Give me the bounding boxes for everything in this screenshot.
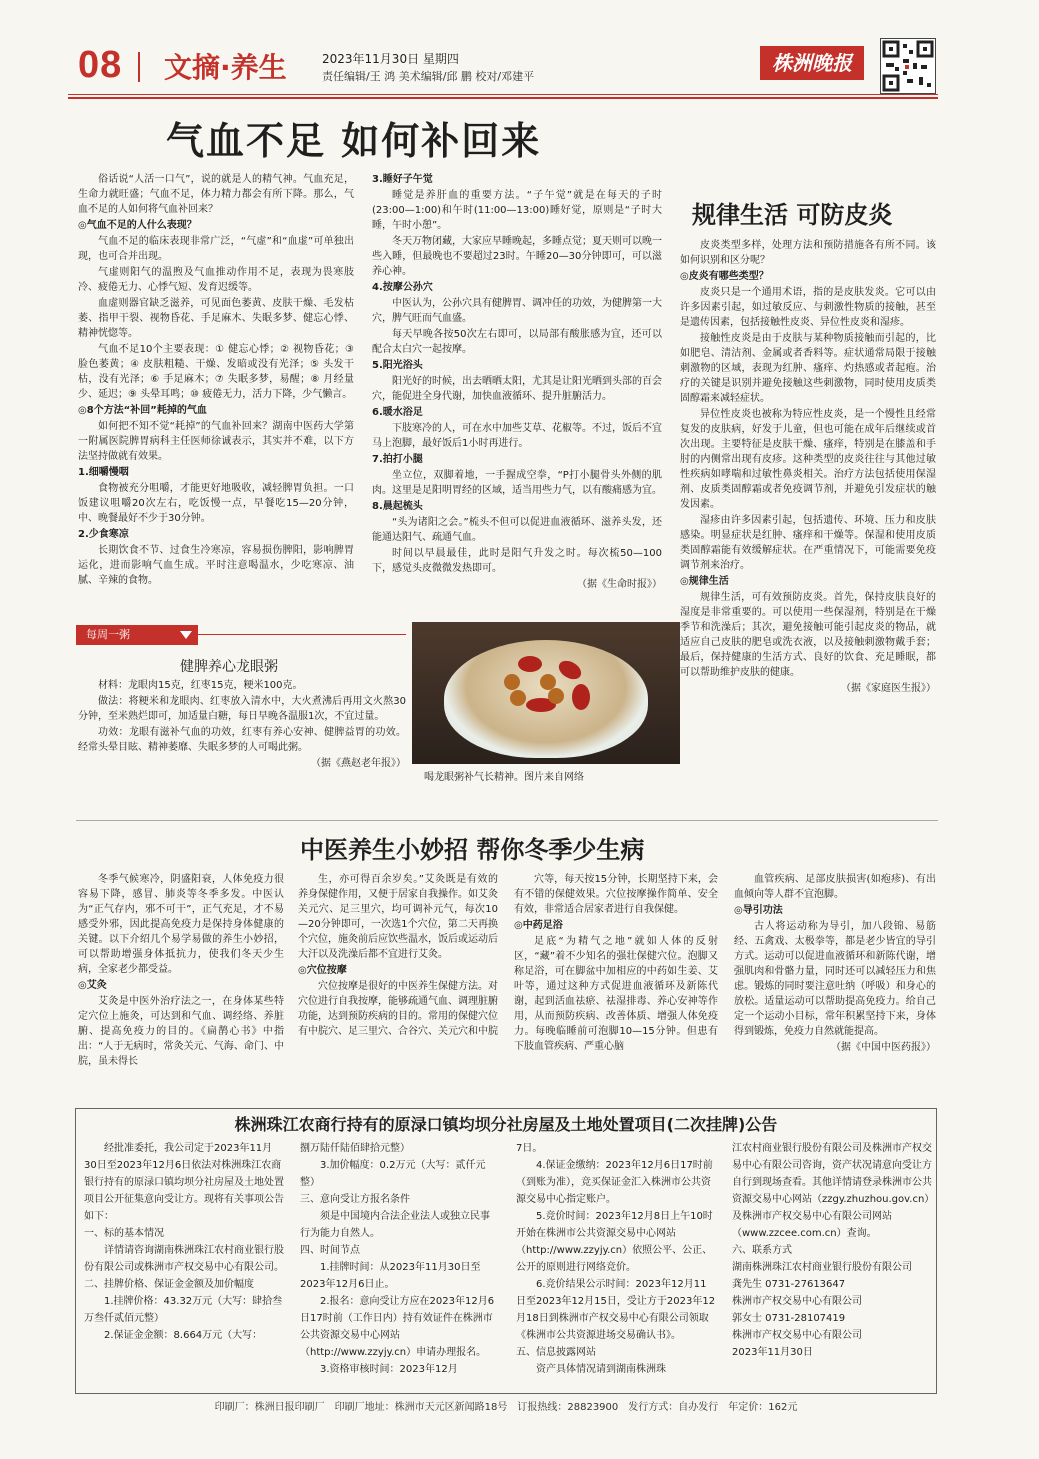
notice-paragraph: 3.资格审核时间：2023年12月 [320, 1364, 458, 1375]
header-divider [138, 52, 140, 82]
notice-paragraph: 二、挂牌价格、保证金金额及加价幅度 [84, 1279, 254, 1290]
notice-paragraph: 须是中国境内合法企业法人或独立民事行为能力自然人。 [300, 1211, 490, 1239]
article-title-dermatitis: 规律生活 可防皮炎 [692, 200, 893, 229]
paragraph: 规律生活，可有效预防皮炎。首先，保持皮肤良好的湿度是非常重要的。可以使用一些保湿剂，特别是在干燥季节和洗澡后；其次，避免接触可能引起皮炎的物品，就适应自己皮肤的肥皂或洗衣液，以及接触刺激物戴手套；最后，保持健康的生活方式、良好的饮食、充足睡眠，都可以帮助维护皮肤的健康。 [680, 592, 936, 678]
notice-paragraph: 湖南株洲珠江农村商业银行股份有限公司 [732, 1262, 912, 1273]
subheading: 7.拍打小腿 [372, 454, 423, 465]
notice-col3 [516, 1140, 716, 1378]
article-winter-col3 [514, 872, 718, 1055]
paragraph: 冬季气候寒冷，阴盛阳衰，人体免疫力很容易下降，感冒、肺炎等冬季多发。中医认为“正气存内，邪不可干”，正气充足，才不易感受外邪，因此提高免疫力是保持身体健康的关键。以下介绍几个易学易做的养生小妙招，可以帮助增强身体抵抗力，使我们冬天少生病，全家老少都受益。 [78, 874, 284, 975]
notice-col1 [84, 1140, 284, 1344]
porridge-photo [412, 622, 680, 764]
paragraph: 皮炎类型多样，处理方法和预防措施各有所不同。该如何识别和区分呢？ [680, 240, 936, 266]
notice-paragraph: 3.加价幅度：0.2万元（大写：贰仟元整） [300, 1160, 486, 1188]
subheading: 6.暖水浴足 [372, 407, 423, 418]
paragraph: 艾灸是中医外治疗法之一，在身体某些特定穴位上施灸，可达到和气血、调经络、养脏腑、提高免疫力的目的。《扁鹊心书》中指出：“人于无病时，常灸关元、气海、命门、中脘，虽未得长 [78, 996, 284, 1067]
subheading: 4.按摩公孙穴 [372, 282, 433, 293]
paragraph: 穴位按摩是很好的中医养生保健方法。对穴位进行自我按摩，能够疏通气血、调理脏腑功能，达到预防疾病的目的。常用的保健穴位有中脘穴、足三里穴、合谷穴、关元穴和中脘 [298, 981, 498, 1037]
paragraph: 穴等，每天按15分钟，长期坚持下来，会有不错的保健效果。穴位按摩操作简单、安全有效，非常适合居家者进行自我保健。 [514, 874, 718, 915]
header-rule-thick [68, 97, 938, 99]
paragraph: 血管疾病、足部皮肤损害(如疱疹)、有出血倾向等人群不宜泡脚。 [734, 874, 936, 900]
notice-paragraph: 7日。 [516, 1143, 543, 1154]
notice-paragraph: 株洲市产权交易中心有限公司 [732, 1296, 862, 1307]
paragraph: 阳光好的时候，出去晒晒太阳，尤其是让阳光晒到头部的百会穴，能促进全身代谢，加快血液循环、提升脏腑活力。 [372, 376, 662, 402]
recipe-paragraph: 材料：龙眼肉15克，红枣15克，粳米100克。 [98, 680, 303, 691]
notice-paragraph: 株洲市产权交易中心有限公司 [732, 1330, 862, 1341]
paragraph: 睡觉是养肝血的重要方法。“子午觉”就是在每天的子时(23:00—1:00)和午时(11:00—13:00)睡好觉，原则是“子时大睡，午时小憩”。 [372, 190, 662, 231]
article-dermatitis-body [680, 238, 936, 697]
paragraph: 气虚则阳气的温煦及气血推动作用不足，表现为畏寒肢冷、疲倦无力、心悸气短、发育迟缓等。 [78, 267, 354, 293]
notice-paragraph: 2.报名：意向受让方应在2023年12月6日17时前（工作日内）持有效证件在株洲市公共资源交易中心网站（http://www.zzyjy.cn）申请办理报名。 [300, 1296, 495, 1358]
notice-paragraph: 经批准委托，我公司定于2023年11月30日至2023年12月6日依法对株洲珠江农商银行持有的原渌口镇均坝分社房屋及土地处置项目公开征集意向受让方。现将有关事项公告如下： [84, 1143, 284, 1222]
notice-col4 [732, 1140, 932, 1361]
issue-date: 2023年11月30日 星期四 [322, 52, 459, 66]
paragraph: 冬天万物闭藏，大家应早睡晚起，多睡点觉；夏天则可以晚一些入睡，但最晚也不要超过23时。午睡20—30分钟即可，可以滋养心神。 [372, 236, 662, 277]
notice-paragraph: 郭女士 0731-28107419 [732, 1313, 846, 1324]
paragraph: 如何把不知不觉“耗掉”的气血补回来？湖南中医药大学第一附属医院脾胃病科主任医师徐诚表示，其实并不难，以下方法坚持做就有效果。 [78, 421, 354, 462]
paragraph: 足底“为精气之地”就如人体的反射区，“藏”着不少知名的强壮保健穴位。泡脚又称足浴，可在脚盆中加相应的中药如生姜、艾叶等，通过这种方式促进血液循环及新陈代谢，起到活血祛瘀、祛湿排毒、养心安神等作用，从而预防疾病、改善体质、增强人体免疫力。每晚临睡前可泡脚10—15分钟。但患有下肢血管疾病、严重心脑 [514, 936, 718, 1052]
subheading: 1.细嚼慢咽 [78, 467, 129, 478]
source-credit: （据《燕赵老年报》） [311, 758, 406, 769]
paragraph: 长期饮食不节、过食生冷寒凉，容易损伤脾阳，影响脾胃运化，进而影响气血生成。平时注意喝温水，少吃寒凉、油腻、辛辣的食物。 [78, 545, 354, 586]
notice-paragraph: 捌万陆仟陆佰肆拾元整） [300, 1143, 410, 1154]
subheading: ◎规律生活 [680, 576, 729, 587]
header-rule [68, 94, 938, 95]
notice-paragraph: 5.竞价时间：2023年12月8日上午10时开始在株洲市公共资源交易中心网站（http://www.zzyjy.cn）依照公平、公正、公开的原则进行网络竞价。 [516, 1211, 713, 1273]
editors-credit: 责任编辑/王 鸿 美术编辑/邱 鹏 校对/邓建平 [322, 70, 535, 83]
paragraph: 异位性皮炎也被称为特应性皮炎，是一个慢性且经常复发的皮肤病，好发于儿童，但也可能在成年后继续或首次出现。主要特征是皮肤干燥、瘙痒，特别是在膝盖和手肘的内侧常出现有皮疹。这种类型的皮炎往往与其他过敏性疾病如哮喘和过敏性鼻炎相关。治疗方法包括使用保湿剂、皮质类固醇霜或者免疫调节剂，并避免引发症状的触发因素。 [680, 409, 936, 510]
print-info-footer: 印刷厂：株洲日报印刷厂 印刷厂地址：株洲市天元区新闻路18号 订报热线：28823900 发行方式：自办发行 年定价：162元 [214, 1402, 798, 1413]
article-qixue-col2 [372, 172, 662, 593]
weekly-rule [198, 634, 406, 635]
subheading: ◎导引功法 [734, 905, 783, 916]
notice-paragraph: 2023年11月30日 [732, 1347, 813, 1358]
page-number: 08 [78, 44, 123, 86]
paragraph: 皮炎只是一个通用术语，指的是皮肤发炎。它可以由许多因素引起，如过敏反应、与刺激性物质的接触，甚至是遗传因素，包括接触性皮炎、异位性皮炎和湿疹。 [680, 287, 936, 328]
paragraph: 时间以早晨最佳，此时是阳气升发之时。每次梳50—100下，感觉头皮微微发热即可。 [372, 548, 662, 574]
paragraph: 气血不足的临床表现非常广泛，“气虚”和“血虚”可单独出现，也可合并出现。 [78, 236, 354, 262]
notice-paragraph: 1.挂牌时间：从2023年11月30日至2023年12月6日止。 [300, 1262, 481, 1290]
qr-code-icon [880, 38, 936, 94]
section-divider [76, 820, 938, 821]
weekly-porridge-tag [76, 625, 198, 645]
subheading: ◎皮炎有哪些类型？ [680, 271, 769, 282]
paragraph: 坐立位，双脚着地，一手握成空拳，“P打小腿骨头外侧的肌肉。这里是足阳明胃经的区域，适当用些力气，以有酸痛感为宜。 [372, 470, 662, 496]
porridge-recipe-body [78, 678, 406, 772]
subheading: 8.晨起梳头 [372, 501, 423, 512]
paragraph: 俗话说“人活一口气”，说的就是人的精气神。气血充足，生命力就旺盛；气血不足，体力精力都会有所下降。那么，气血不足的人如何将气血补回来？ [78, 174, 354, 215]
subheading: 3.睡好子午觉 [372, 174, 433, 185]
weekly-porridge-label: 每周一粥 [86, 628, 130, 641]
subheading: ◎穴位按摩 [298, 965, 347, 976]
notice-paragraph: 六、联系方式 [732, 1245, 792, 1256]
subheading: ◎中药足浴 [514, 920, 563, 931]
notice-paragraph: 四、时间节点 [300, 1245, 360, 1256]
subheading: ◎8个方法“补回”耗掉的气血 [78, 405, 207, 416]
notice-col2 [300, 1140, 498, 1378]
recipe-paragraph: 做法：将粳米和龙眼肉、红枣放入清水中，大火煮沸后再用文火熬30分钟，至米熟烂即可，加适量白糖，每日早晚各温服1次，不宜过量。 [78, 696, 406, 722]
notice-paragraph: 1.挂牌价格：43.32万元（大写：肆拾叁万叁仟贰佰元整） [84, 1296, 283, 1324]
notice-title: 株洲珠江农商行持有的原渌口镇均坝分社房屋及土地处置项目(二次挂牌)公告 [234, 1115, 778, 1134]
notice-paragraph: 一、标的基本情况 [84, 1228, 164, 1239]
article-title-qixue: 气血不足 如何补回来 [166, 119, 542, 163]
paragraph: 每天早晚各按50次左右即可，以局部有酸胀感为宜，还可以配合太白穴一起按摩。 [372, 329, 662, 355]
article-winter-col2 [298, 872, 498, 1040]
subheading: ◎气血不足的人什么表现？ [78, 220, 197, 231]
notice-paragraph: 五、信息披露网站 [516, 1347, 596, 1358]
notice-paragraph: 资产具体情况请到湖南株洲珠 [536, 1364, 666, 1375]
notice-paragraph: 2.保证金金额：8.664万元（大写： [104, 1330, 263, 1341]
notice-paragraph: 龚先生 0731-27613647 [732, 1279, 846, 1290]
source-credit: （据《中国中医药报》） [831, 1042, 936, 1053]
newspaper-logo: 株洲晚报 [760, 46, 864, 80]
source-credit: （据《家庭医生报》） [841, 683, 936, 694]
section-name: 文摘·养生 [164, 51, 287, 84]
subheading: 5.阳光浴头 [372, 360, 423, 371]
paragraph: 接触性皮炎是由于皮肤与某种物质接触而引起的，比如肥皂、清洁剂、金属或者香料等。症状通常局限于接触刺激物的区域，表现为红肿、瘙痒、灼热感或者起疱。治疗的关键是识别并避免接触这些刺激物，同时使用皮质类固醇霜来减轻症状。 [680, 333, 936, 404]
photo-caption: 喝龙眼粥补气长精神。图片来自网络 [424, 772, 584, 783]
paragraph: 古人将运动称为导引，加八段锦、易筋经、五禽戏、太极拳等，都是老少皆宜的导引方式。运动可以促进血液循环和新陈代谢，增强肌肉和骨骼力量，同时还可以减轻压力和焦虑。锻炼的同时要注意吐纳（呼吸）和身心的放松。适量运动可以帮助提高免疫力。给自己定一个运动小目标，常年积累坚持下来，身体得到锻炼，免疫力自然就能提高。 [734, 921, 936, 1037]
paragraph: 湿疹由许多因素引起，包括遗传、环境、压力和皮肤感染。明显症状是红肿、瘙痒和干燥等。保湿和使用皮质类固醇霜能有效缓解症状。在严重情况下，可能需要免疫调节剂来治疗。 [680, 515, 936, 571]
paragraph: 生，亦可得百余岁矣。”艾灸既是有效的养身保健作用，又便于居家自我操作。如艾灸关元穴、足三里穴，均可调补元气，每次10—20分钟即可，一次选1个穴位，第二天再换个穴位，施灸前后应饮些温水，饭后或运动后大汗以及洗澡后都不宜进行艾灸。 [298, 874, 498, 960]
subheading: ◎艾灸 [78, 980, 107, 991]
notice-paragraph: 6.竞价结果公示时间：2023年12月11日至2023年12月15日，受让方于2023年12月18日到株洲市产权交易中心有限公司领取《株洲市公共资源进场交易确认书》。 [516, 1279, 716, 1341]
notice-paragraph: 4.保证金缴纳：2023年12月6日17时前（到账为准），竞买保证金汇入株洲市公共资源交易中心指定账户。 [516, 1160, 713, 1205]
triangle-down-icon [180, 631, 192, 639]
notice-paragraph: 三、意向受让方报名条件 [300, 1194, 410, 1205]
paragraph: 下肢寒冷的人，可在水中加些艾草、花椒等。不过，饭后不宜马上泡脚，最好饭后1小时再进行。 [372, 423, 662, 449]
source-credit: （据《生命时报》） [577, 579, 662, 590]
article-winter-col4 [734, 872, 936, 1056]
notice-paragraph: 详情请咨询湖南株洲珠江农村商业银行股份有限公司或株洲市产权交易中心有限公司。 [84, 1245, 284, 1273]
paragraph: 血虚则器官缺乏滋养，可见面色萎黄、皮肤干燥、毛发枯萎、指甲干裂、视物昏花、手足麻木、失眠多梦、健忘心悸、精神恍惚等。 [78, 298, 354, 339]
article-winter-col1 [78, 872, 284, 1070]
subheading: 2.少食寒凉 [78, 529, 129, 540]
porridge-recipe-title: 健脾养心龙眼粥 [180, 659, 278, 675]
notice-paragraph: 江农村商业银行股份有限公司及株洲市产权交易中心有限公司咨询，资产状况请意向受让方自行到现场查看。其他详情请登录株洲市公共资源交易中心网站（zzgy.zhuzhou.gov.cn）及株洲市产权交易中心有限公司网站（www.zzcee.com.cn）查询。 [732, 1143, 932, 1239]
paragraph: “头为诸阳之会。”梳头不但可以促进血液循环、滋养头发，还能通达阳气、疏通气血。 [372, 517, 662, 543]
article-qixue-col1 [78, 172, 354, 589]
paragraph: 食物被充分咀嚼，才能更好地吸收，减轻脾胃负担。一口饭建议咀嚼20次左右，吃饭慢一点，早餐吃15—20分钟，中、晚餐最好不少于30分钟。 [78, 483, 354, 524]
article-title-winter: 中医养生小妙招 帮你冬季少生病 [300, 835, 645, 864]
paragraph: 气血不足10个主要表现：① 健忘心悸；② 视物昏花；③ 脸色萎黄；④ 皮肤粗糙、干燥、发暗或没有光泽；⑤ 头发干枯，没有光泽；⑥ 手足麻木；⑦ 失眠多梦，易醒；⑧ 月经量少、延迟；⑨ 头晕耳鸣；⑩ 疲倦无力，活力下降，少气懒言。 [78, 344, 354, 400]
paragraph: 中医认为，公孙穴具有健脾胃、调冲任的功效，为健脾第一大穴，脾气旺而气血盛。 [372, 298, 662, 324]
recipe-paragraph: 功效：龙眼有滋补气血的功效，红枣有养心安神、健脾益胃的功效。经常头晕目眩、精神萎靡、失眠多梦的人可喝此粥。 [78, 727, 406, 753]
